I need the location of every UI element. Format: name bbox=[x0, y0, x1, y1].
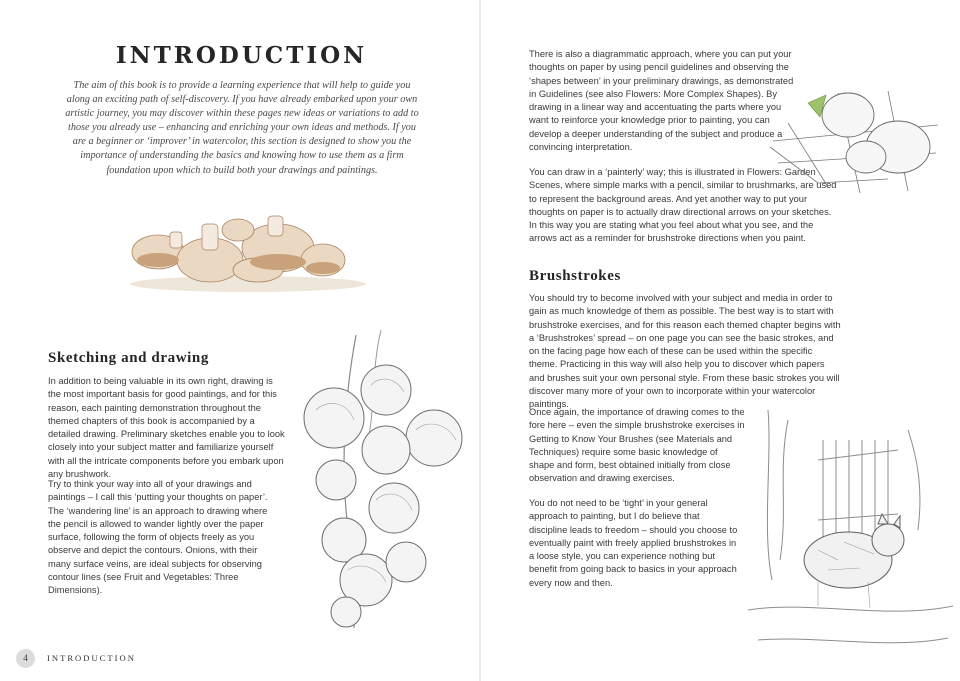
page-title: INTRODUCTION bbox=[115, 42, 368, 69]
garden-cat-sketch bbox=[748, 410, 953, 672]
sketching-paragraph-1: In addition to being valuable in its own right, drawing is the most important basis for good paintings, and for this reason, each painting demonstration throughout the themed chapters of this book is accompanied by a detailed drawing. Preliminary sketches enable you to look closely into your subject matter and familiarize yourself with all the intricate components before you embark upon any brushwork. bbox=[48, 376, 285, 480]
mushroom-illustration bbox=[128, 202, 368, 294]
intro-paragraph: The aim of this book is to provide a learning experience that will help to guide you along an exciting path of self-discovery. If you have already embarked upon your own artistic journey, you may discover within these pages new ideas or variations to add to those you already use – enhancing and enriching your own ideas and methods. If you are a beginner or ‘improver’ in watercolor, this section is designed to show you the importance of understanding the basics and knowing how to use them as a firm foundation upon which to build both your drawings and paintings. bbox=[65, 80, 419, 176]
approach-paragraph-1: There is also a diagrammatic approach, where you can put your thoughts on paper by using pencil guidelines and observing the ‘shapes between’ in your preliminary drawings, as demonstrated in Guidelines (see also Flowers: More Complex Shapes). By drawing in a linear way and accentuating the parts where you want to reinforce your knowledge prior to painting, you can develop a deeper understanding of the subject and produce a convincing interpretation. bbox=[529, 49, 794, 153]
brushstrokes-paragraph-2: Once again, the importance of drawing comes to the fore here – even the simple brushstroke exercises in Getting to Know Your Brushes (see Materials and Techniques) require some basic knowledge of shape and form, best obtained initially from close observation and drawing exercises. bbox=[529, 407, 745, 484]
page-number: 4 bbox=[16, 649, 35, 668]
brushstrokes-paragraph-1: You should try to become involved with your subject and media in order to gain as much knowledge of them as possible. The best way is to start with brushstroke exercises, and for this reason each themed chapter begins with a ‘Brushstrokes’ spread – on one page you can see the basic strokes, and on the facing page how each of these can be used within the specific theme. Practicing in this way will also help you to discover which papers and brushes suit your own personal style. From these basic strokes you will discover many more of your own to incorporate within your watercolor paintings. bbox=[529, 293, 841, 410]
section-heading-brushstrokes: Brushstrokes bbox=[529, 268, 621, 284]
onion-string-sketch bbox=[286, 330, 471, 630]
approach-paragraph-2: You can draw in a ‘painterly’ way; this is illustrated in Flowers: Garden Scenes, where simple marks with a pencil, similar to brushmarks, are used to represent the background areas. And yet another way to put your thoughts on paper is to actually draw directional arrows on your sketches. In this way you are stating what you feel about what you see, and the arrows act as a reminder for brushstroke directions when you paint. bbox=[529, 167, 837, 244]
still-life-diagram-sketch bbox=[768, 83, 940, 195]
page-gutter bbox=[479, 0, 481, 681]
running-head: INTRODUCTION bbox=[47, 653, 136, 663]
sketching-paragraph-2: Try to think your way into all of your drawings and paintings – I call this ‘putting your thoughts on paper’. The ‘wandering line’ is an approach to drawing where the pencil is allowed to wander lightly over the paper surface, following the form of objects freely as you observe and depict the contours. Onions, with their many surface veins, are ideal subjects for observing contour lines (see Fruit and Vegetables: Three Dimensions). bbox=[48, 479, 268, 596]
brushstrokes-paragraph-3: You do not need to be ‘tight’ in your general approach to painting, but I do believe that discipline leads to freedom – should you choose to eventually paint with freely applied brushstrokes in a loose style, you can experience nothing but benefit from going back to basics in your approach every now and then. bbox=[529, 498, 738, 588]
section-heading-sketching: Sketching and drawing bbox=[48, 350, 209, 366]
